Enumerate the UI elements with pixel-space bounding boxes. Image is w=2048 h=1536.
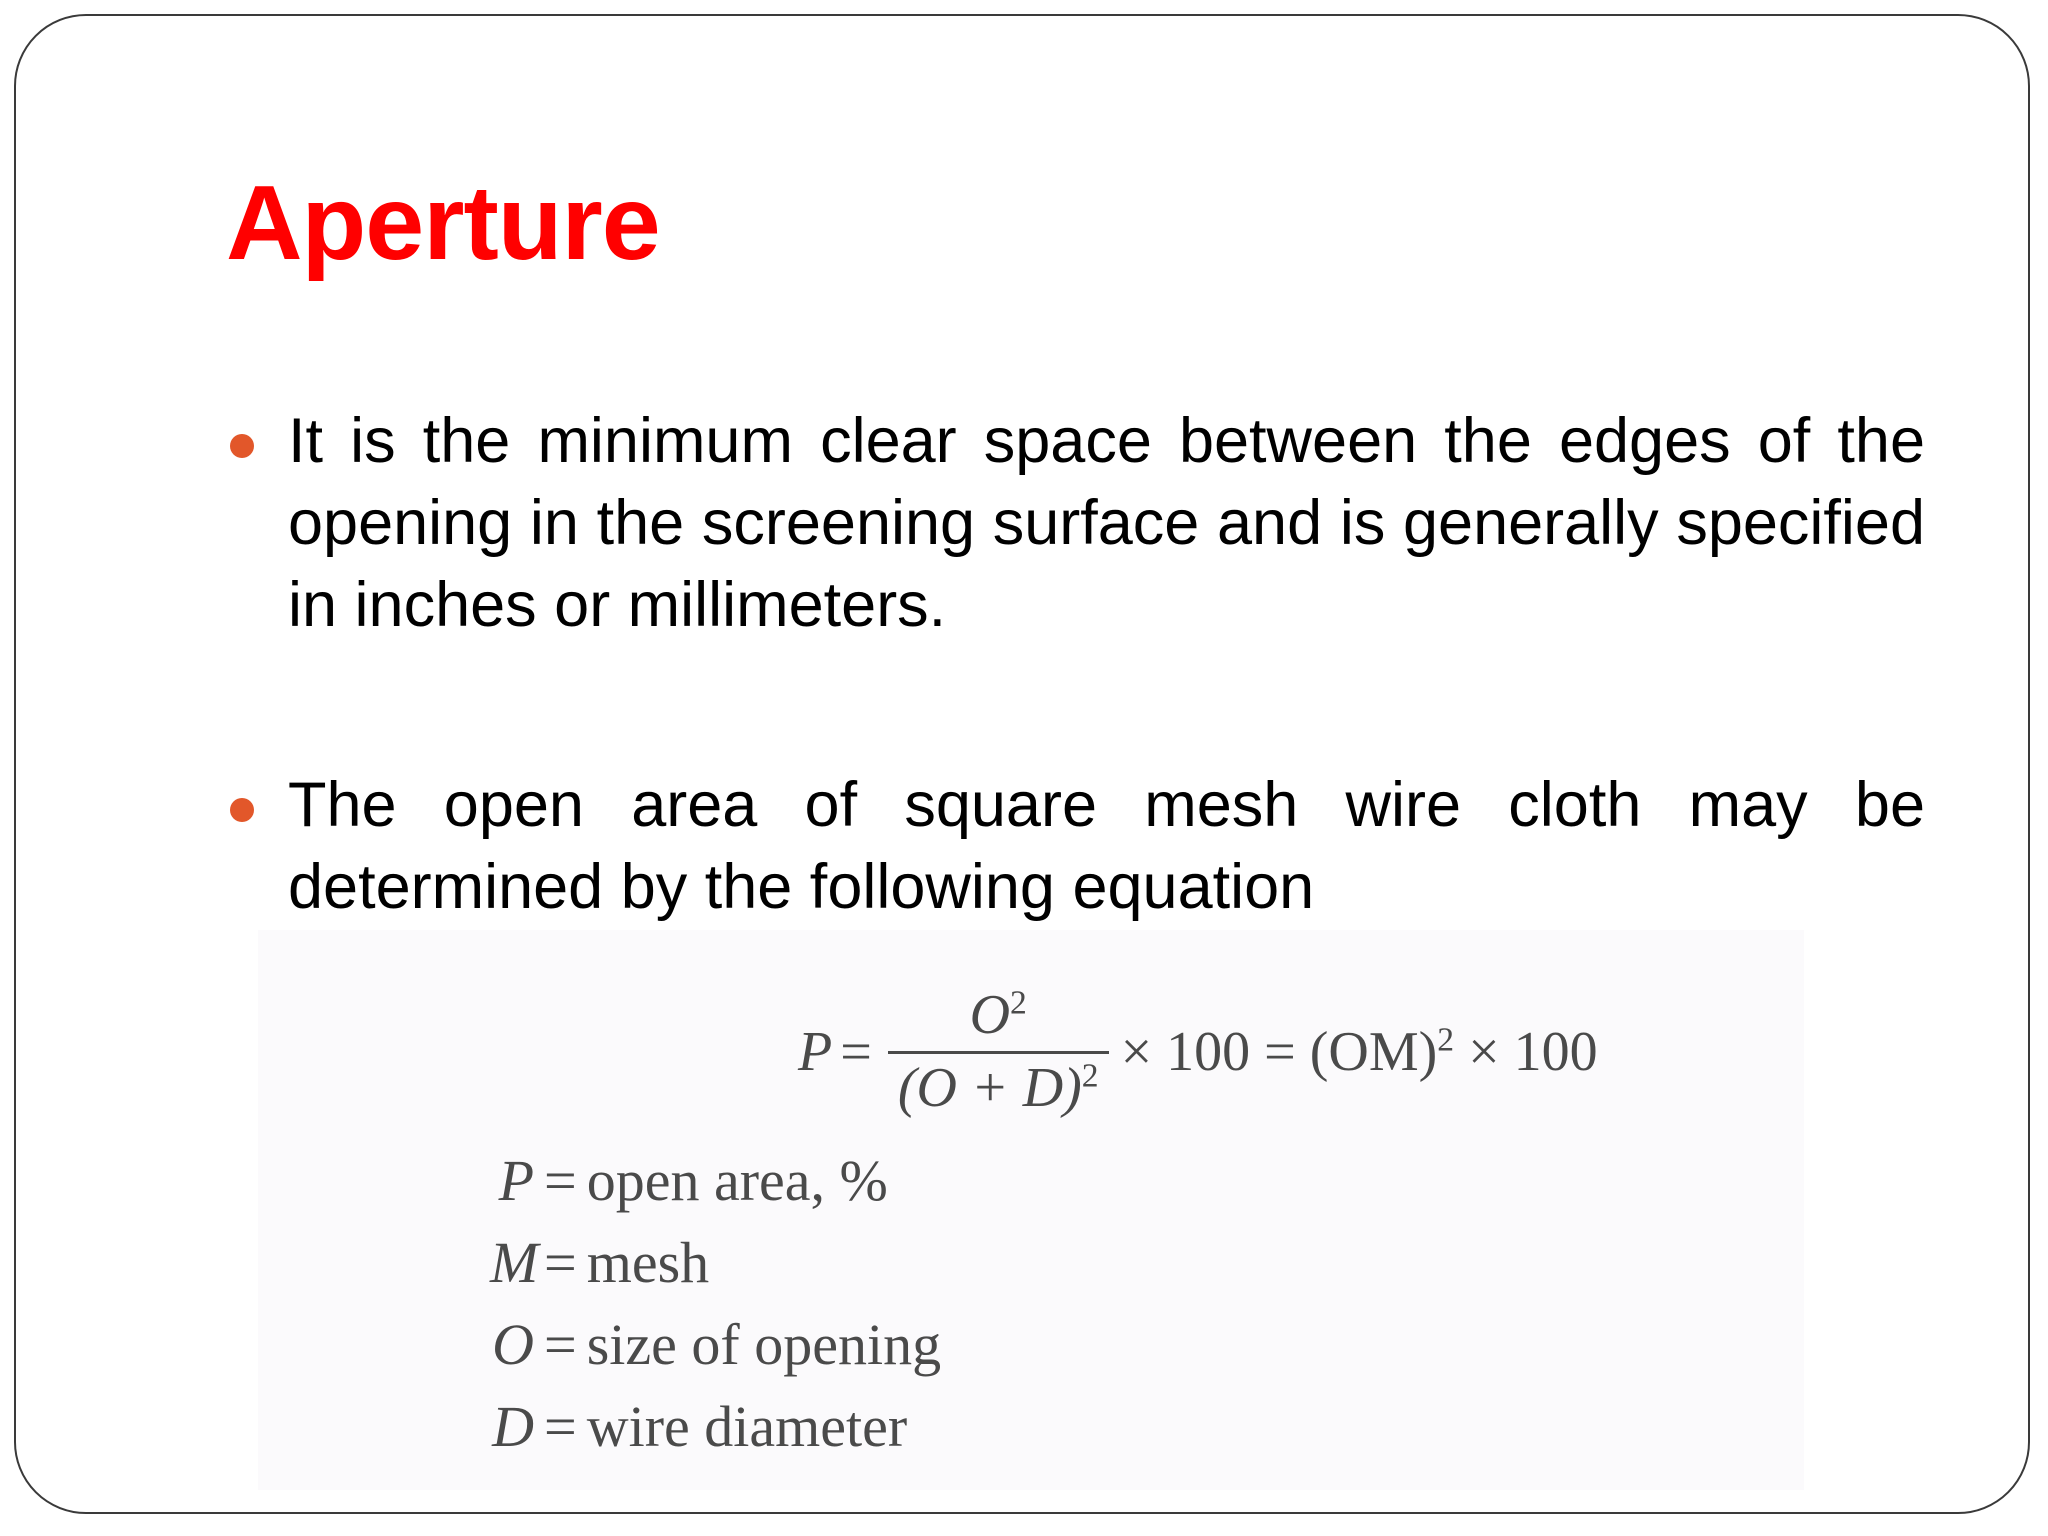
definition-row xyxy=(490,1222,941,1304)
definition-row xyxy=(490,1304,941,1386)
def-var: P xyxy=(498,1148,534,1213)
def-desc: size of opening xyxy=(586,1312,942,1377)
eq-tail-part1: × 100 = (OM) xyxy=(1120,1021,1438,1084)
variable-definitions xyxy=(490,1140,941,1468)
def-desc: mesh xyxy=(586,1230,710,1295)
bullet-text: It is the minimum clear space between the edges of the opening in the screening surface and is generally specified in inches or millimeters. xyxy=(288,406,1925,640)
def-eq: = xyxy=(544,1312,577,1377)
equation-image xyxy=(258,930,1804,1490)
eq-fraction xyxy=(888,985,1109,1119)
definition-row xyxy=(490,1140,941,1222)
def-desc: wire diameter xyxy=(586,1394,908,1459)
def-eq: = xyxy=(544,1230,577,1295)
def-var: M xyxy=(490,1230,539,1295)
eq-numerator-base: O xyxy=(969,984,1011,1046)
eq-tail xyxy=(1121,1020,1598,1084)
eq-denominator xyxy=(888,1054,1109,1120)
open-area-equation xyxy=(798,985,1598,1119)
def-var: D xyxy=(492,1394,534,1459)
eq-numerator xyxy=(960,985,1037,1051)
eq-lhs: P xyxy=(798,1021,833,1084)
bullet-dot-icon xyxy=(230,434,254,458)
eq-tail-part2: × 100 xyxy=(1468,1021,1598,1084)
def-var: O xyxy=(492,1312,534,1377)
def-eq: = xyxy=(544,1148,577,1213)
bullet-text: The open area of square mesh wire cloth may be determined by the following equation xyxy=(288,770,1925,922)
eq-denominator-base: (O + D) xyxy=(897,1056,1082,1119)
eq-denominator-exp: 2 xyxy=(1081,1056,1099,1094)
def-eq: = xyxy=(544,1394,577,1459)
bullet-dot-icon xyxy=(230,798,254,822)
eq-equals: = xyxy=(840,1021,872,1084)
def-desc: open area, % xyxy=(586,1148,888,1213)
eq-numerator-exp: 2 xyxy=(1010,984,1027,1022)
slide-title: Aperture xyxy=(226,164,660,282)
eq-tail-exp: 2 xyxy=(1437,1021,1455,1059)
definition-row xyxy=(490,1386,941,1468)
